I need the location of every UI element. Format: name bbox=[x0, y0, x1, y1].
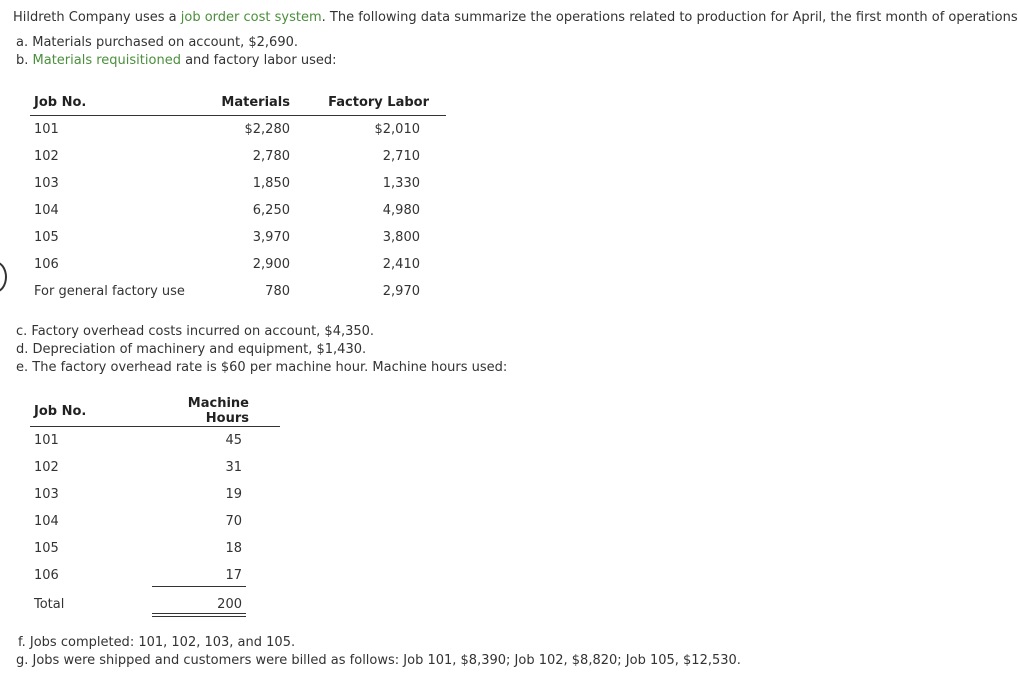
job-no-cell: 106 bbox=[34, 568, 59, 583]
col-job-no: Job No. bbox=[30, 396, 152, 427]
labor-cell: 2,410 bbox=[382, 257, 420, 272]
total-rule bbox=[152, 586, 246, 587]
table-row bbox=[30, 562, 280, 589]
hours-cell: 45 bbox=[225, 433, 242, 448]
intro-text: Hildreth Company uses a bbox=[13, 10, 181, 25]
col-factory-labor: Factory Labor bbox=[296, 89, 446, 116]
job-no-cell: 102 bbox=[34, 149, 59, 164]
total-label: Total bbox=[34, 596, 65, 612]
item-b-text: and factory labor used: bbox=[180, 53, 337, 68]
double-rule-top bbox=[152, 613, 246, 614]
table-row bbox=[30, 170, 446, 197]
job-no-cell: 106 bbox=[34, 257, 59, 272]
labor-cell: 2,710 bbox=[382, 149, 420, 164]
job-no-cell: 103 bbox=[34, 487, 59, 502]
item-b-prefix: b. bbox=[16, 53, 33, 68]
table-row bbox=[30, 116, 446, 144]
job-no-cell: 103 bbox=[34, 176, 59, 191]
materials-labor-table bbox=[30, 89, 446, 305]
table-row bbox=[30, 278, 446, 305]
materials-cell: 2,780 bbox=[252, 149, 290, 164]
table-header-row bbox=[30, 89, 446, 116]
table-row bbox=[30, 535, 280, 562]
job-no-cell: For general factory use bbox=[34, 284, 185, 299]
double-rule-bottom bbox=[152, 616, 246, 617]
table-row bbox=[30, 481, 280, 508]
job-order-cost-system-link[interactable]: job order cost system bbox=[180, 10, 322, 25]
materials-cell: 6,250 bbox=[252, 203, 290, 218]
item-a: a. Materials purchased on account, $2,690. bbox=[16, 35, 299, 50]
circle-marker bbox=[0, 261, 7, 293]
materials-requisitioned-link[interactable]: Materials requisitioned bbox=[32, 53, 181, 68]
job-no-cell: 104 bbox=[34, 514, 59, 529]
total-hours: 200 bbox=[217, 596, 242, 612]
hours-cell: 19 bbox=[225, 487, 242, 502]
job-no-cell: 102 bbox=[34, 460, 59, 475]
item-d: d. Depreciation of machinery and equipment, $1,430. bbox=[16, 342, 367, 357]
table-row bbox=[30, 251, 446, 278]
materials-cell: 780 bbox=[265, 284, 290, 299]
table-header-row bbox=[30, 396, 280, 427]
labor-cell: 4,980 bbox=[382, 203, 420, 218]
table-row bbox=[30, 508, 280, 535]
col-machine-hours: Machine Hours bbox=[152, 396, 280, 427]
hours-cell: 31 bbox=[225, 460, 242, 475]
item-e: e. The factory overhead rate is $60 per machine hour. Machine hours used: bbox=[16, 360, 508, 375]
hours-cell: 18 bbox=[225, 541, 242, 556]
labor-cell: $2,010 bbox=[374, 122, 420, 137]
item-f: f. Jobs completed: 101, 102, 103, and 105. bbox=[18, 635, 296, 650]
table-row bbox=[30, 427, 280, 455]
item-b bbox=[16, 53, 337, 68]
labor-cell: 1,330 bbox=[382, 176, 420, 191]
labor-cell: 3,800 bbox=[382, 230, 420, 245]
intro-paragraph bbox=[13, 10, 1018, 25]
col-job-no: Job No. bbox=[30, 89, 210, 116]
table-row bbox=[30, 143, 446, 170]
labor-cell: 2,970 bbox=[382, 284, 420, 299]
materials-cell: 2,900 bbox=[252, 257, 290, 272]
materials-cell: 1,850 bbox=[252, 176, 290, 191]
item-g: g. Jobs were shipped and customers were billed as follows: Job 101, $8,390; Job 102, $8,820; Job 105, $12,530. bbox=[16, 653, 741, 668]
hours-cell: 17 bbox=[225, 568, 242, 583]
col-materials: Materials bbox=[210, 89, 296, 116]
job-no-cell: 105 bbox=[34, 230, 59, 245]
table-row bbox=[30, 454, 280, 481]
intro-text-end: . The following data summarize the operations related to production for April, the first month of operations bbox=[321, 10, 1018, 25]
job-no-cell: 104 bbox=[34, 203, 59, 218]
materials-cell: 3,970 bbox=[252, 230, 290, 245]
item-c: c. Factory overhead costs incurred on account, $4,350. bbox=[16, 324, 375, 339]
table-row bbox=[30, 224, 446, 251]
total-row bbox=[30, 589, 280, 619]
table-row bbox=[30, 197, 446, 224]
hours-cell: 70 bbox=[225, 514, 242, 529]
job-no-cell: 105 bbox=[34, 541, 59, 556]
job-no-cell: 101 bbox=[34, 122, 59, 137]
job-no-cell: 101 bbox=[34, 433, 59, 448]
materials-cell: $2,280 bbox=[244, 122, 290, 137]
